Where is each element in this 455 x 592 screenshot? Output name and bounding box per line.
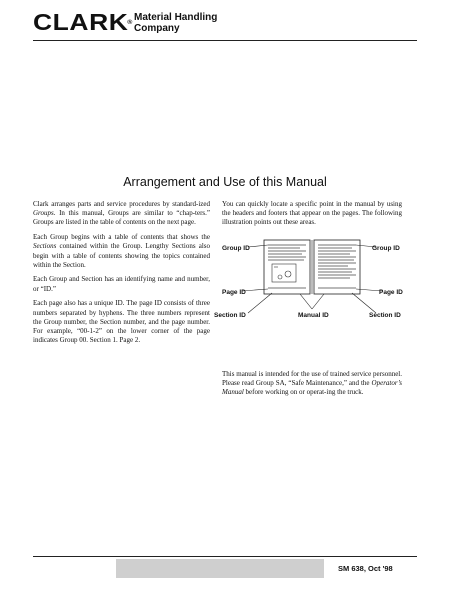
group-id-right-label: Group ID: [372, 245, 400, 252]
manual-layout-diagram: [212, 236, 412, 328]
paragraph-locate: You can quickly locate a specific point in the manual by using the headers and footers that appear on the pages. The following illustration points out these areas.: [222, 200, 402, 227]
page-title: Arrangement and Use of this Manual: [123, 175, 327, 189]
left-column: [33, 200, 210, 351]
footer-gray-band: [116, 559, 324, 578]
company-name: [134, 12, 217, 34]
paragraph-sections: Each Group begins with a table of contents that shows the Sections contained within the Group. Lengthy Sections also begin with a table of contents showing the topics contained within the Section.: [33, 233, 210, 269]
right-column-intro: [222, 200, 402, 233]
group-id-left-label: Group ID: [222, 245, 250, 252]
page-id-left-label: Page ID: [222, 289, 246, 296]
paragraph-groups: Clark arranges parts and service procedures by standard-ized Groups. In this manual, Groups are similar to “chap-ters.” Groups are listed in the table of contents on the next page.: [33, 200, 210, 227]
paragraph-trained-personnel: This manual is intended for the use of trained service personnel. Please read Group SA, “Safe Maintenance,” and the Operator’s Manual before working on or operat-ing the truck.: [222, 370, 402, 397]
open-book-illustration: [264, 240, 360, 294]
company-line-2: Company: [134, 23, 180, 34]
clark-logo: [33, 9, 133, 35]
paragraph-page-id: Each page also has a unique ID. The page ID consists of three numbers separated by hyphens. The three numbers represent the Group number, the Section number, and the page number. For example, “00-1-2” on the lower corner of the page indicates Group 00. Section 1. Page 2.: [33, 299, 210, 345]
section-id-right-label: Section ID: [369, 312, 401, 319]
registered-mark: ®: [127, 20, 133, 26]
logo-text: CLARK: [33, 9, 129, 35]
right-column-closing: [222, 370, 402, 403]
header-divider: [33, 40, 417, 41]
paragraph-ids: Each Group and Section has an identifying name and number, or “ID.”: [33, 275, 210, 293]
manual-id-label: Manual ID: [298, 312, 329, 319]
page-id-right-label: Page ID: [379, 289, 403, 296]
section-id-left-label: Section ID: [214, 312, 246, 319]
manual-code: SM 638, Oct '98: [338, 564, 393, 573]
company-line-1: Material Handling: [134, 12, 218, 23]
footer-divider: [33, 556, 417, 557]
